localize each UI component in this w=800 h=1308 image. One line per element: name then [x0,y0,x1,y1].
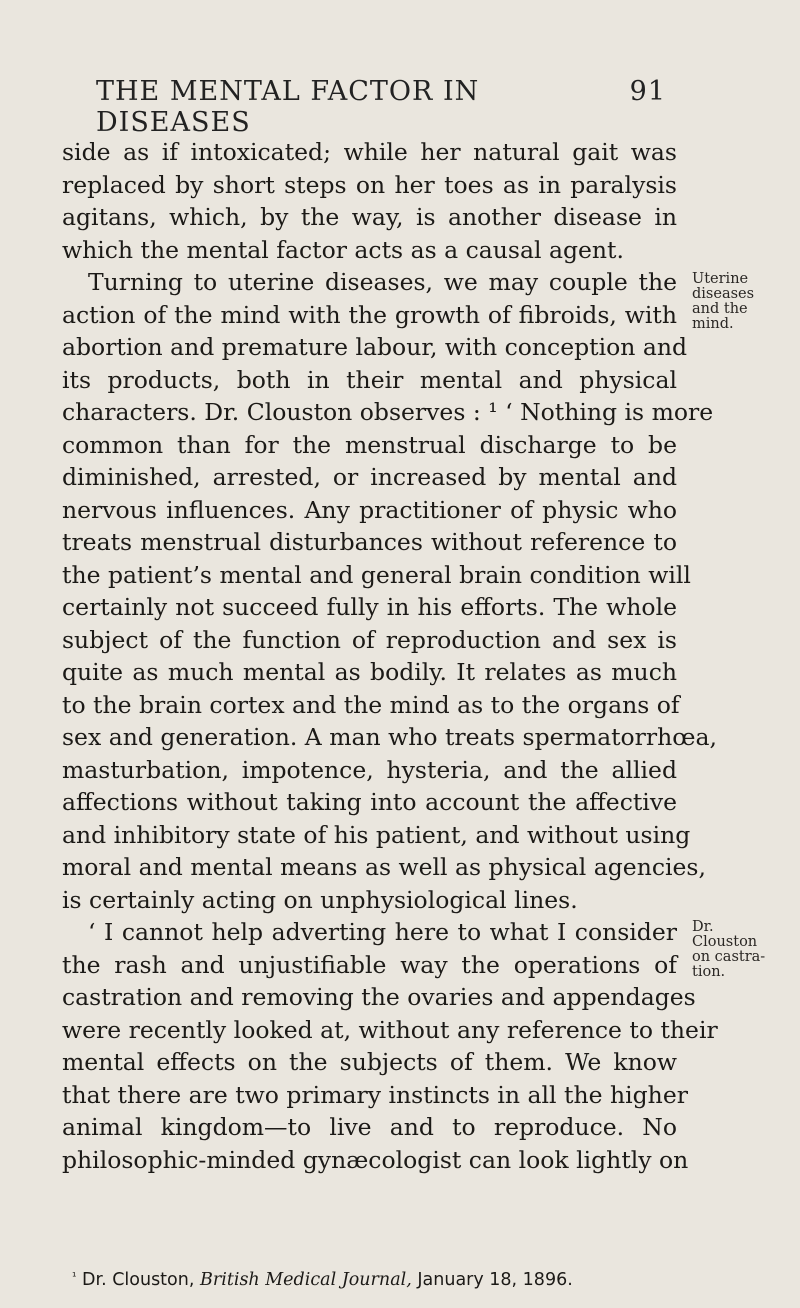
text-line: moral and mental means as well as physical agencies, [62,853,706,881]
text-line: that there are two primary instincts in all the higher [62,1080,688,1109]
text-line: the rash and unjustifiable way the operations of [62,950,677,979]
margin-note-uterine [692,272,792,332]
margin-note-line: on castra- [692,949,766,965]
margin-note-line: Clouston [692,934,758,950]
text-line: animal kingdom—to live and to reproduce. No [62,1113,677,1141]
margin-note-line: and the [692,301,748,317]
text-line: quite as much mental as bodily. It relates as much [62,658,677,686]
text-line: were recently looked at, without any reference to their [62,1015,718,1044]
footnote-journal: British Medical Journal, [200,1270,412,1290]
text-line: masturbation, impotence, hysteria, and the allied [62,755,677,784]
text-line: affections without taking into account the affective [62,788,677,816]
margin-note-clouston [692,920,792,980]
text-line: nervous influences. Any practitioner of physic who [62,495,677,524]
text-line: philosophic-minded gynæcologist can look lightly on [62,1145,689,1174]
running-head-title: THE MENTAL FACTOR IN DISEASES [96,76,480,138]
text-line: mental effects on the subjects of them. We know [62,1048,677,1076]
footnote [72,1270,573,1290]
text-line: agitans, which, by the way, is another disease in [62,203,677,231]
footnote-date: January 18, 1896. [417,1270,573,1290]
margin-note-line: mind. [692,316,734,332]
text-line: and inhibitory state of his patient, and without using [62,820,691,849]
text-line: side as if intoxicated; while her natural gait was [62,138,677,166]
text-line: certainly not succeed fully in his efforts. The whole [62,593,677,621]
text-line: treats menstrual disturbances without reference to [62,528,677,556]
body-text [62,136,718,1176]
margin-note-line: Uterine [692,271,749,287]
text-line: diminished, arrested, or increased by mental and [62,463,677,491]
page-number: 91 [629,76,666,107]
margin-note-line: Dr. [692,919,714,935]
text-line: subject of the function of reproduction and sex is [62,625,677,654]
margin-note-line: diseases [692,286,755,302]
text-line: to the brain cortex and the mind as to the organs of [62,690,680,719]
running-head [96,76,666,138]
text-line: sex and generation. A man who treats spermatorrhœa, [62,723,717,751]
footnote-author: Dr. Clouston, [82,1270,195,1290]
text-line: Turning to uterine diseases, we may couple the [88,268,677,296]
margin-note-line: tion. [692,964,726,980]
text-line: which the mental factor acts as a causal agent. [62,235,624,264]
text-line: replaced by short steps on her toes as in paralysis [62,170,677,199]
text-line: action of the mind with the growth of fibroids, with [62,300,677,329]
text-line: common than for the menstrual discharge to be [62,430,677,459]
footnote-marker: ¹ [72,1270,77,1283]
text-line: the patient’s mental and general brain condition will [62,560,691,589]
text-line: is certainly acting on unphysiological lines. [62,885,578,914]
text-line: its products, both in their mental and physical [62,365,677,394]
text-line: abortion and premature labour, with conception and [62,333,688,361]
text-line: ‘ I cannot help adverting here to what I consider [88,918,677,946]
text-line: castration and removing the ovaries and appendages [62,983,696,1011]
text-line: characters. Dr. Clouston observes : ¹ ‘ Nothing is more [62,398,714,426]
